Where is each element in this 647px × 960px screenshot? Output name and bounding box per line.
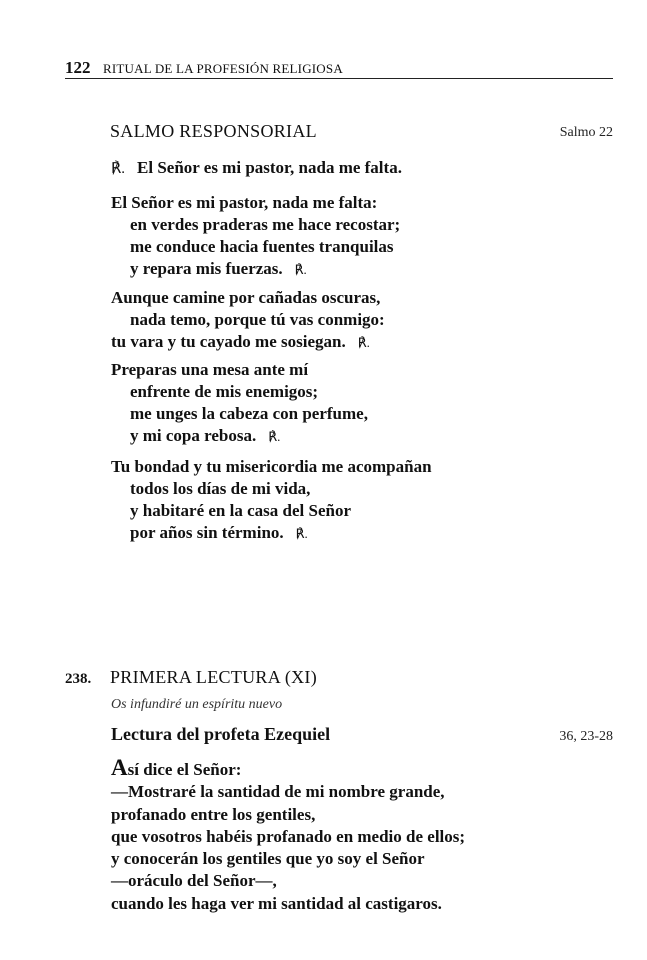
stanza-line-last: [111, 331, 385, 354]
reading-title: PRIMERA LECTURA (XI): [110, 667, 318, 687]
reading-line: cuando les haga ver mi santidad al castigaros.: [111, 893, 442, 913]
stanza-line-last: [111, 425, 368, 448]
response-symbol: ℟.: [111, 161, 126, 177]
reading-line: —oráculo del Señor—,: [111, 871, 277, 891]
stanza-4: [111, 456, 432, 545]
psalm-title: SALMO RESPONSORIAL: [110, 121, 317, 141]
reading-line: y conocerán los gentiles que yo soy el Señor: [111, 849, 425, 869]
header-rule: [65, 78, 613, 79]
running-title: RITUAL DE LA PROFESIÓN RELIGIOSA: [103, 61, 343, 76]
refrain-symbol: ℟.: [268, 429, 281, 444]
stanza-line: Tu bondad y tu misericordia me acompañan: [111, 457, 432, 476]
stanza-line-text: y mi copa rebosa.: [130, 426, 257, 445]
stanza-line: enfrente de mis enemigos;: [130, 382, 319, 401]
reading-body: [111, 757, 465, 915]
first-line-rest: sí dice el Señor:: [127, 760, 242, 779]
response-text: El Señor es mi pastor, nada me falta.: [137, 158, 402, 177]
refrain-symbol: ℟.: [295, 526, 308, 541]
stanza-line: me unges la cabeza con perfume,: [130, 404, 368, 423]
refrain-symbol: ℟.: [294, 262, 307, 277]
reading-line: profanado entre los gentiles,: [111, 804, 316, 824]
reading-first-line: [111, 757, 465, 781]
psalm-reference: Salmo 22: [559, 125, 613, 140]
reading-source: Lectura del profeta Ezequiel: [111, 724, 331, 744]
reading-line: —Mostraré la santidad de mi nombre grande,: [111, 782, 445, 802]
stanza-line: El Señor es mi pastor, nada me falta:: [111, 193, 378, 212]
stanza-line-text: tu vara y tu cayado me sosiegan.: [111, 332, 346, 351]
stanza-line: y habitaré en la casa del Señor: [130, 501, 351, 520]
stanza-line-text: por años sin término.: [130, 523, 284, 542]
stanza-line-last: [111, 258, 400, 281]
refrain-symbol: ℟.: [357, 335, 370, 350]
stanza-line-text: y repara mis fuerzas.: [130, 259, 283, 278]
stanza-1: [111, 192, 400, 281]
page-number: 122: [65, 58, 91, 77]
stanza-3: [111, 359, 368, 448]
stanza-line: todos los días de mi vida,: [130, 479, 311, 498]
reading-line: que vosotros habéis profanado en medio de ellos;: [111, 826, 466, 846]
stanza-line: Preparas una mesa ante mí: [111, 360, 309, 379]
stanza-line: en verdes praderas me hace recostar;: [130, 215, 401, 234]
drop-cap: A: [111, 755, 128, 780]
stanza-line: Aunque camine por cañadas oscuras,: [111, 288, 381, 307]
reading-reference: 36, 23-28: [559, 729, 613, 744]
stanza-line: nada temo, porque tú vas conmigo:: [130, 310, 385, 329]
reading-subtitle: Os infundiré un espíritu nuevo: [111, 697, 283, 712]
stanza-2: [111, 287, 385, 354]
psalm-response: [111, 158, 402, 178]
item-number: 238.: [65, 671, 92, 687]
stanza-line: me conduce hacia fuentes tranquilas: [130, 237, 394, 256]
stanza-line-last: [111, 522, 432, 545]
